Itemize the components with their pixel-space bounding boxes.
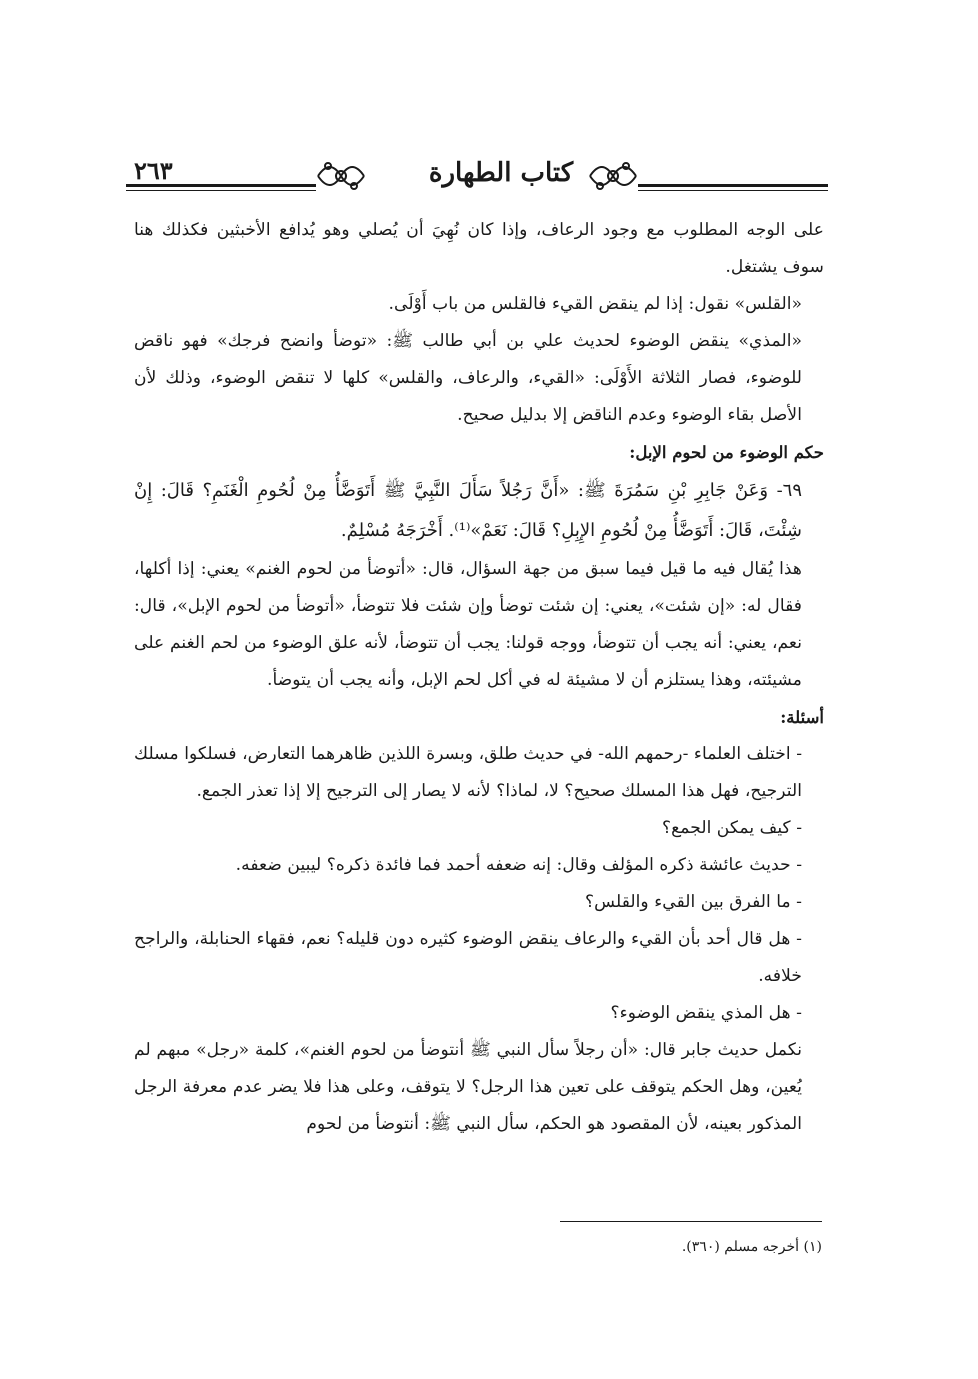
section-heading: حكم الوضوء من لحوم الإبل: [629, 443, 824, 462]
question-item: - حديث عائشة ذكره المؤلف وقال: إنه ضعفه أحمد فما فائدة ذكره؟ ليبين ضعفه. [235, 855, 802, 875]
header-rule-right-thin [638, 190, 828, 191]
page-title: كتاب الطهارة [428, 158, 574, 188]
paragraph: «المذي» ينقض الوضوء لحديث علي بن أبي طالب ﷺ: «توضأ وانضح فرجك» فهو ناقض للوضوء، فصار الثلاثة الأَوْلَى: «القيء، والرعاف، والقلس» كلها لا تنقض الوضوء، وذلك لأن الأصل بقاء الوضوء وعدم الناقض إلا بدليل صحيح. [134, 331, 802, 425]
footnote: (١) أخرجه مسلم (٣٦٠). [681, 1239, 822, 1255]
page-number: ٢٦٣ [134, 156, 173, 185]
paragraph: «القلس» نقول: إذا لم ينقض القيء فالقلس من باب أَوْلَى. [388, 294, 802, 314]
hadith-text: ٦٩- وَعَنْ جَابِرِ بْنِ سَمُرَةَ ﷺ: «أَنَّ رَجُلاً سَأَلَ النَّبِيَّ ﷺ أَتَوَضَّأُ مِنْ لُحُومِ الْغَنَمِ؟ قَالَ: إِنْ شِئْتَ، قَالَ: أَتَوَضَّأُ مِنْ لُحُومِ الإِبِلِ؟ قَالَ: نَعَمْ»⁽¹⁾. أَخْرَجَهُ مُسْلِمٌ. [134, 480, 802, 541]
question-item: - كيف يمكن الجمع؟ [662, 818, 802, 838]
page-header [126, 150, 828, 210]
section-heading: أسئلة: [780, 708, 824, 727]
question-item: - هل قال أحد بأن القيء والرعاف ينقض الوضوء كثيره دون قليله؟ نعم، فقهاء الحنابلة، والراجح خلافه. [134, 929, 802, 986]
ornament-right-icon [588, 154, 638, 198]
commentary: هذا يُقال فيه ما قيل فيما سبق من جهة السؤال، قال: «أتوضأ من لحوم الغنم» يعني: إذا أكلها، فقال له: «إن شئت»، يعني: إن شئت توضأ وإن شئت فلا تتوضأ، «أتوضأ من لحوم الإبل»، قال: نعم، يعني: أنه يجب أن تتوضأ، ووجه قولنا: يجب أن تتوضأ، لأنه علق الوضوء من لحم الغنم على مشيئته، وهذا يستلزم أن لا مشيئة له في أكل لحم الإبل، وأنه يجب أن يتوضأ. [134, 559, 802, 690]
paragraph: على الوجه المطلوب مع وجود الرعاف، وإذا كان نُهِيَ أن يُصلي وهو يُدافع الأخبثين فكذلك هنا سوف يشتغل. [134, 220, 824, 277]
question-item: - اختلف العلماء -رحمهم الله- في حديث طلق، وبسرة اللذين ظاهرهما التعارض، فسلكوا مسلك الترجيح، فهل هذا المسلك صحيح؟ لا، لماذا؟ لأنه لا يصار إلى الترجيح إلا إذا تعذر الجمع. [134, 744, 802, 801]
ornament-left-icon [316, 154, 366, 198]
footnote-divider [560, 1221, 822, 1222]
header-rule-left-thin [126, 190, 316, 191]
page-body [134, 212, 824, 1143]
question-item: - ما الفرق بين القيء والقلس؟ [585, 892, 802, 912]
paragraph: نكمل حديث جابر قال: «أن رجلاً سأل النبي ﷺ أنتوضأ من لحوم الغنم»، كلمة «رجل» مبهم لم يُعين، وهل الحكم يتوقف على تعين هذا الرجل؟ لا يتوقف، وعلى هذا فلا يضر عدم معرفة الرجل المذكور بعينه، لأن المقصود هو الحكم، سأل النبي ﷺ: أنتوضأ من لحوم [134, 1040, 802, 1134]
header-rule-right [638, 184, 828, 187]
question-item: - هل المذي ينقض الوضوء؟ [610, 1003, 802, 1023]
